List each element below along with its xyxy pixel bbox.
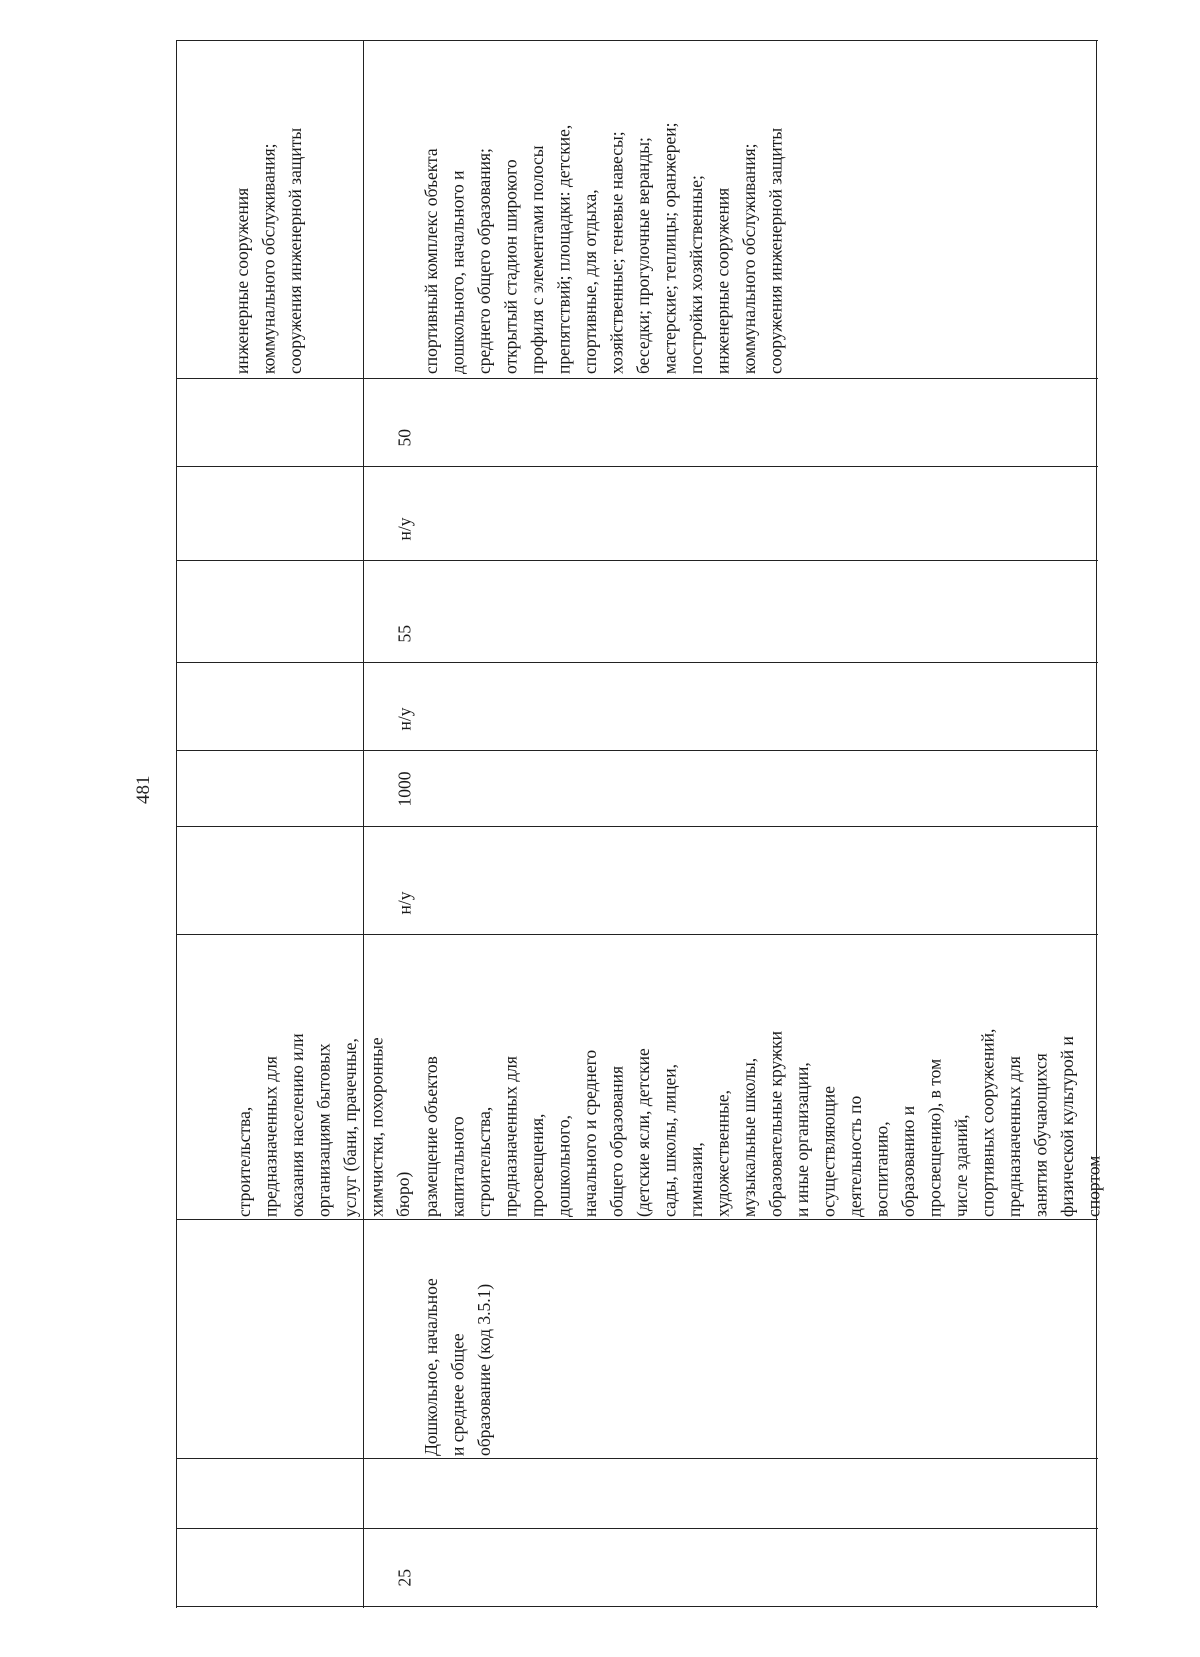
structures-line: спортивный комплекс объекта — [421, 148, 441, 374]
structures-line: беседки; прогулочные веранды; — [633, 137, 653, 374]
structures-line: сооружения инженерной защиты — [285, 127, 305, 374]
column-separator — [176, 934, 1098, 935]
structures-line: коммунального обслуживания; — [739, 143, 759, 374]
description-line: деятельность по — [845, 1095, 865, 1217]
description-line: оказания населению или — [287, 1033, 307, 1217]
column-separator — [176, 1528, 1098, 1529]
structures-line: мастерские; теплицы; оранжереи; — [659, 122, 680, 374]
row-number: 25 — [394, 1569, 415, 1587]
description-line: услуг (бани, прачечные, — [340, 1038, 360, 1217]
row-separator — [363, 40, 364, 1608]
description-line: художественные, — [712, 1090, 733, 1217]
structures-line: постройки хозяйственные; — [686, 175, 706, 374]
structures-line: коммунального обслуживания; — [258, 143, 279, 374]
max-coverage-value: 55 — [394, 625, 415, 643]
structures-line: спортивные, для отдыха, — [580, 189, 600, 374]
description-line: строительства, — [234, 1106, 254, 1217]
description-line: образовательные кружки — [765, 1031, 786, 1217]
description-line: начального и среднего — [580, 1049, 600, 1217]
column-separator — [176, 662, 1098, 663]
description-line: сады, школы, лицеи, — [659, 1064, 680, 1217]
prev-row-description-cell — [176, 938, 413, 1217]
land-use-description-cell — [365, 938, 1104, 1217]
description-line: спортом — [1083, 1155, 1104, 1217]
min-setback-value: н/у — [394, 707, 415, 731]
max-lot-area-value: 1000 — [394, 771, 415, 807]
land-use-description-lines — [418, 938, 1107, 1217]
page-number: 481 — [133, 775, 154, 805]
structures-line: среднего общего образования; — [474, 148, 494, 374]
structures-line: открытый стадион широкого — [500, 159, 521, 374]
column-separator — [176, 378, 1098, 379]
description-line: бюро) — [393, 1171, 413, 1217]
max-lot-area-cell — [365, 754, 1094, 824]
description-line: образованию и — [898, 1105, 918, 1217]
min-lot-area-cell — [365, 830, 1094, 932]
table-border-right — [1096, 40, 1097, 1608]
column-separator — [176, 560, 1098, 561]
description-line: предназначенных для — [1004, 1056, 1024, 1217]
description-line: просвещению), в том — [924, 1058, 945, 1217]
row-number-cell — [365, 1532, 1094, 1604]
max-floors-cell — [365, 470, 1094, 558]
max-coverage-cell — [365, 564, 1094, 660]
description-line: осуществляющие — [818, 1085, 839, 1217]
description-line: числе зданий, — [951, 1114, 971, 1217]
land-use-name-line: Дошкольное, начальное — [421, 1278, 441, 1456]
structures-line: профиля с элементами полосы — [527, 145, 547, 374]
min-lot-area-value: н/у — [394, 891, 415, 915]
column-separator — [176, 1458, 1098, 1459]
description-line: размещение объектов — [421, 1056, 441, 1217]
description-line: гимназии, — [686, 1142, 706, 1217]
column-separator — [176, 750, 1098, 751]
column-separator — [176, 1219, 1098, 1220]
description-line: химчистки, похоронные — [366, 1037, 387, 1217]
land-use-name-lines — [418, 1222, 498, 1456]
zoning-regulations-table — [176, 40, 1104, 1608]
structures-lines — [418, 42, 789, 374]
min-landscaping-cell — [365, 382, 1094, 464]
land-use-name-line: и среднее общее — [447, 1333, 468, 1456]
description-line: капитального — [447, 1116, 468, 1217]
prev-row-structures-cell — [176, 42, 363, 374]
structures-line: дошкольного, начального и — [447, 170, 468, 374]
land-use-name-cell — [365, 1222, 1094, 1456]
structures-line: хозяйственные; теневые навесы; — [606, 131, 627, 374]
structures-cell — [365, 42, 1094, 374]
structures-line: инженерные сооружения — [232, 187, 252, 374]
description-line: предназначенных для — [260, 1056, 281, 1217]
description-line: организациям бытовых — [313, 1043, 334, 1217]
structures-line: сооружения инженерной защиты — [765, 127, 786, 374]
description-line: общего образования — [606, 1065, 627, 1217]
table-border-top — [176, 40, 1098, 41]
description-line: воспитанию, — [871, 1121, 892, 1217]
column-separator — [176, 826, 1098, 827]
description-line: предназначенных для — [500, 1056, 521, 1217]
prev-row-structures-lines — [229, 42, 309, 374]
description-line: дошкольного, — [553, 1115, 574, 1217]
structures-line: инженерные сооружения — [712, 187, 733, 374]
min-landscaping-value: 50 — [394, 429, 415, 447]
description-line: просвещения, — [527, 1113, 547, 1217]
land-use-name-line: образование (код 3.5.1) — [474, 1283, 494, 1456]
table-border-bottom — [176, 1606, 1098, 1607]
max-floors-value: н/у — [394, 517, 415, 541]
description-line: занятия обучающихся — [1030, 1053, 1051, 1217]
description-line: и иные организации, — [792, 1062, 812, 1217]
description-line: (детские ясли, детские — [633, 1048, 653, 1217]
description-line: физической культурой и — [1057, 1036, 1077, 1217]
column-separator — [176, 466, 1098, 467]
min-setback-cell — [365, 666, 1094, 748]
description-line: строительства, — [474, 1106, 494, 1217]
structures-line: препятствий; площадки: детские, — [553, 124, 574, 374]
description-line: спортивных сооружений, — [977, 1028, 998, 1217]
description-line: музыкальные школы, — [739, 1057, 759, 1217]
